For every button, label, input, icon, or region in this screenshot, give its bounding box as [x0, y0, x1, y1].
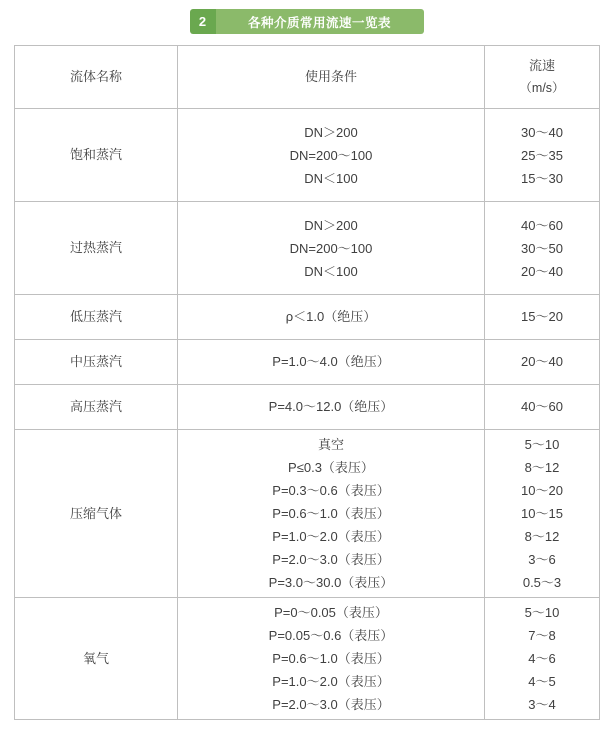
table-header-row: [15, 46, 600, 109]
condition-line: P=0.6～1.0（表压）: [272, 506, 390, 521]
fluid-name: 高压蒸汽: [15, 385, 178, 430]
table-row: [15, 430, 600, 598]
fluid-name: 氧气: [15, 598, 178, 720]
speed-line: 8～12: [524, 460, 560, 475]
speed-line: 4～5: [528, 674, 556, 689]
section-banner: [190, 9, 424, 34]
section-title: 各种介质常用流速一览表: [216, 9, 424, 34]
header-speed-unit: （m/s）: [519, 81, 565, 95]
fluid-speeds: 40～60: [485, 385, 600, 430]
speed-line: 20～40: [521, 263, 563, 279]
fluid-conditions: [178, 430, 485, 598]
speed-line: 40～60: [521, 217, 563, 233]
speed-line: 3～4: [528, 697, 556, 712]
condition-line: P=1.0～2.0（表压）: [272, 529, 390, 544]
condition-line: P≤0.3（表压）: [288, 460, 374, 475]
speed-line: 10～20: [521, 483, 563, 498]
speed-line: 0.5～3: [522, 575, 562, 590]
condition-line: DN＞200: [304, 217, 358, 233]
fluid-conditions: [178, 109, 485, 202]
condition-line: P=0.6～1.0（表压）: [272, 651, 390, 666]
fluid-name: 低压蒸汽: [15, 295, 178, 340]
fluid-speeds: [485, 109, 600, 202]
header-speed-label: 流速: [528, 58, 555, 73]
speed-line: 8～12: [524, 529, 560, 544]
fluid-conditions: P=1.0～4.0（绝压）: [178, 340, 485, 385]
header-fluid-name: 流体名称: [15, 46, 178, 109]
speed-line: 30～50: [521, 240, 563, 256]
speed-line: 15～30: [521, 170, 563, 186]
speed-line: 4～6: [528, 651, 556, 666]
fluid-conditions: [178, 598, 485, 720]
fluid-speeds: 15～20: [485, 295, 600, 340]
condition-line: DN=200～100: [289, 147, 373, 163]
condition-line: 真空: [317, 437, 344, 452]
table-row: [15, 295, 600, 340]
fluid-conditions: [178, 202, 485, 295]
condition-line: P=0～0.05（表压）: [274, 605, 388, 620]
table-row: [15, 598, 600, 720]
table-row: [15, 385, 600, 430]
condition-line: DN＜100: [304, 263, 358, 279]
fluid-name: 压缩气体: [15, 430, 178, 598]
fluid-name: 饱和蒸汽: [15, 109, 178, 202]
speed-line: 7～8: [528, 628, 556, 643]
condition-line: DN＞200: [304, 124, 358, 140]
fluid-name: 中压蒸汽: [15, 340, 178, 385]
fluid-speeds: 20～40: [485, 340, 600, 385]
table-row: [15, 340, 600, 385]
flow-speed-table-wrapper: [14, 45, 599, 720]
condition-line: P=1.0～2.0（表压）: [272, 674, 390, 689]
condition-line: P=3.0～30.0（表压）: [268, 575, 394, 590]
fluid-name: 过热蒸汽: [15, 202, 178, 295]
fluid-speeds: [485, 598, 600, 720]
flow-speed-table: [14, 45, 600, 720]
table-row: [15, 109, 600, 202]
speed-line: 10～15: [521, 506, 563, 521]
fluid-speeds: [485, 430, 600, 598]
header-conditions: 使用条件: [178, 46, 485, 109]
fluid-conditions: ρ＜1.0（绝压）: [178, 295, 485, 340]
fluid-speeds: [485, 202, 600, 295]
condition-line: P=2.0～3.0（表压）: [272, 552, 390, 567]
header-speed: [485, 46, 600, 109]
speed-line: 5～10: [524, 605, 560, 620]
speed-line: 3～6: [528, 552, 556, 567]
condition-line: P=0.05～0.6（表压）: [268, 628, 394, 643]
condition-line: P=2.0～3.0（表压）: [272, 697, 390, 712]
section-number: 2: [190, 9, 216, 34]
condition-line: P=0.3～0.6（表压）: [272, 483, 390, 498]
speed-line: 25～35: [521, 147, 563, 163]
table-row: [15, 202, 600, 295]
speed-line: 5～10: [524, 437, 560, 452]
condition-line: DN=200～100: [289, 240, 373, 256]
condition-line: DN＜100: [304, 170, 358, 186]
document-page: [0, 9, 613, 730]
speed-line: 30～40: [521, 124, 563, 140]
fluid-conditions: P=4.0～12.0（绝压）: [178, 385, 485, 430]
